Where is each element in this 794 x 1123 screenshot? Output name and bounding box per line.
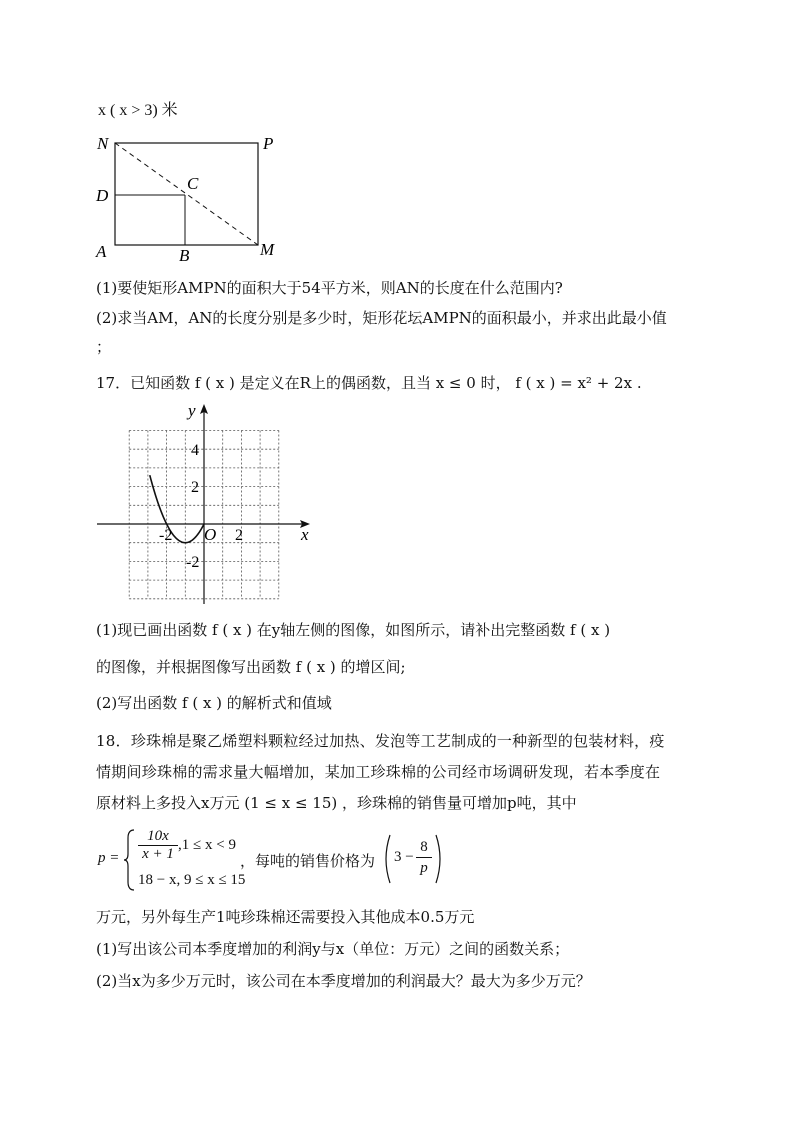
rectangle-figure xyxy=(88,125,288,265)
case1-condition: ,1 ≤ x < 9 xyxy=(178,837,236,853)
q18-line3: 原材料上多投入x万元 (1 ≤ x ≤ 15) ，珍珠棉的销售量可增加p吨，其中 xyxy=(96,794,577,812)
q17-part1-line1: (1)现已画出函数 f ( x ) 在y轴左侧的图像，如图所示，请补出完整函数 f ( x ) xyxy=(96,621,611,639)
price-fraction xyxy=(416,837,432,878)
label-d: D xyxy=(96,186,109,205)
case1-denominator: x + 1 xyxy=(142,846,174,862)
q16-part2-tail: ； xyxy=(96,338,112,356)
q17-stem: 17．已知函数 f ( x ) 是定义在R上的偶函数，且当 x ≤ 0 时， f ( x ) = x² + 2x . xyxy=(96,374,642,392)
y-axis-label: y xyxy=(188,401,196,420)
case1-fraction xyxy=(138,828,178,863)
q18-part2: (2)当x为多少万元时，该公司在本季度增加的利润最大？最大为多少万元？ xyxy=(96,972,591,990)
q16-part2: (2)求当AM，AN的长度分别是多少时，矩形花坛AMPN的面积最小，并求出此最小值 xyxy=(96,309,667,327)
function-graph xyxy=(92,400,322,610)
dimension-caption: x ( x > 3) 米 xyxy=(98,102,178,119)
q17-part2: (2)写出函数 f ( x ) 的解析式和值域 xyxy=(96,694,332,712)
q18-line1: 18．珍珠棉是聚乙烯塑料颗粒经过加热、发泡等工艺制成的一种新型的包装材料，疫 xyxy=(96,732,665,750)
q18-part1: (1)写出该公司本季度增加的利润y与x（单位：万元）之间的函数关系； xyxy=(96,940,570,958)
p-equals: p = xyxy=(98,850,120,866)
label-a: A xyxy=(96,242,107,261)
case2: 18 − x, 9 ≤ x ≤ 15 xyxy=(138,872,246,888)
x-axis-label: x xyxy=(301,525,309,544)
rectangle-ampn xyxy=(115,143,258,245)
q18-line2: 情期间珍珠棉的需求量大幅增加，某加工珍珠棉的公司经市场调研发现，若本季度在 xyxy=(96,763,661,781)
origin-label: O xyxy=(204,525,217,544)
q16-part1: (1)要使矩形AMPN的面积大于54平方米，则AN的长度在什么范围内? xyxy=(96,279,563,297)
diagonal-nm xyxy=(115,143,258,245)
label-m: M xyxy=(260,240,275,259)
left-paren xyxy=(382,834,392,884)
x-tick-label-neg2: -2 xyxy=(159,527,173,544)
label-b: B xyxy=(179,246,190,265)
q17-part1-line2: 的图像，并根据图像写出函数 f ( x ) 的增区间; xyxy=(96,658,406,676)
right-paren xyxy=(434,834,444,884)
label-n: N xyxy=(97,134,109,153)
q18-line5: 万元，另外每生产1吨珍珠棉还需要投入其他成本0.5万元 xyxy=(96,908,475,926)
label-c: C xyxy=(187,174,199,193)
y-tick-label-neg2: -2 xyxy=(186,554,200,571)
price-text: ，每吨的销售价格为 xyxy=(240,852,376,870)
y-tick-label-4: 4 xyxy=(191,442,199,459)
label-p: P xyxy=(263,134,274,153)
left-brace xyxy=(124,828,136,892)
price-three-minus: 3 − xyxy=(394,849,414,865)
case1-numerator: 10x xyxy=(138,828,178,846)
price-numerator: 8 xyxy=(416,837,432,858)
x-tick-label-2: 2 xyxy=(235,527,243,544)
price-denominator: p xyxy=(420,860,428,876)
y-tick-label-2: 2 xyxy=(191,479,199,496)
